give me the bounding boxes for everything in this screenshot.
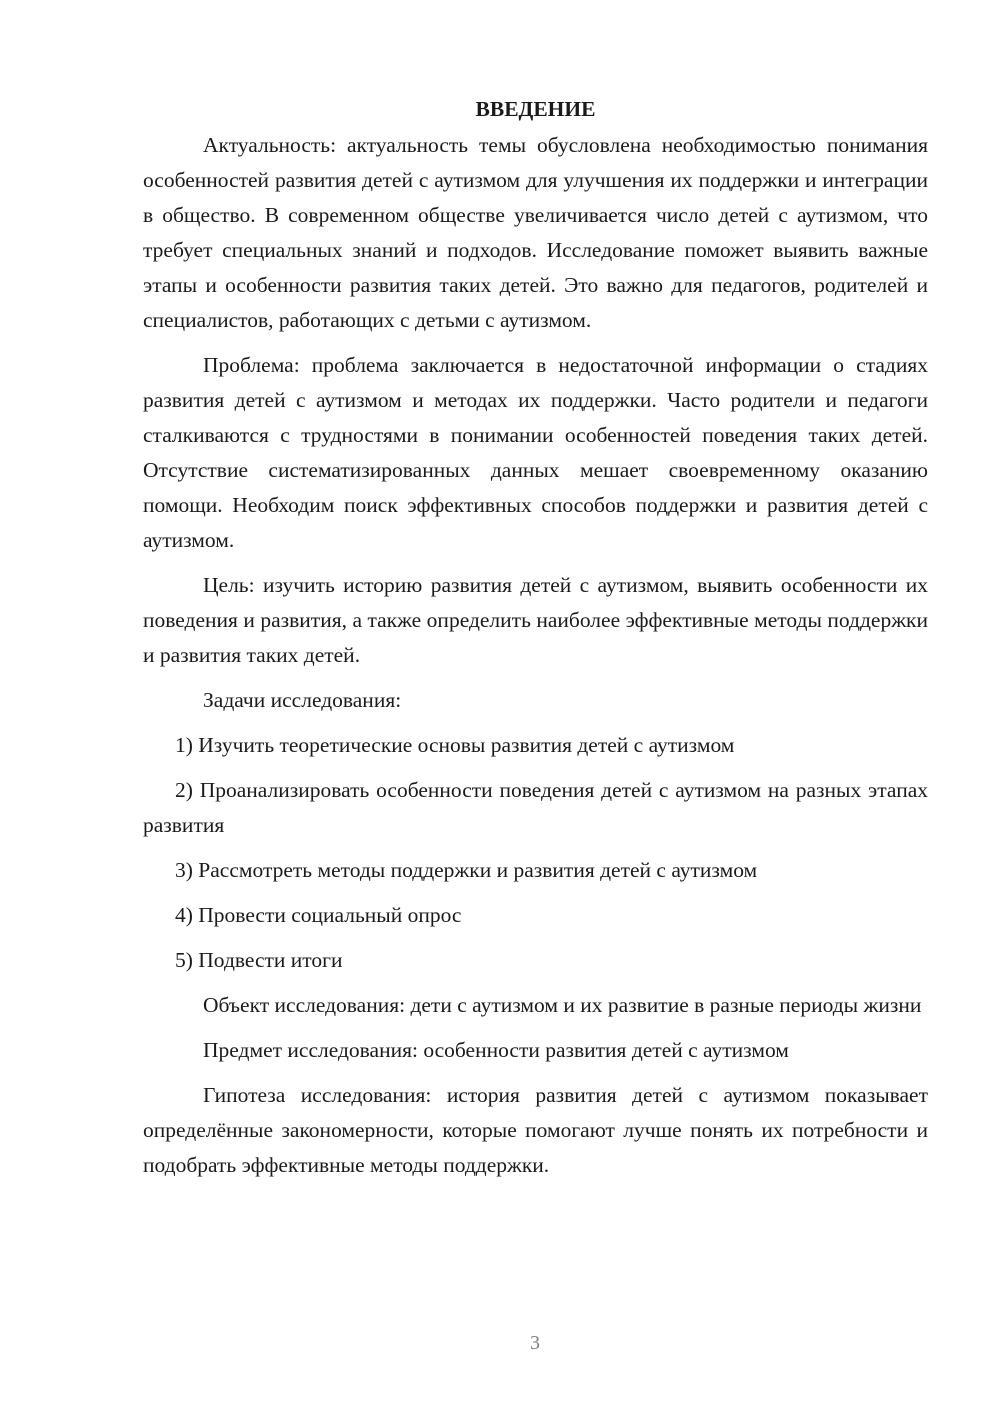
paragraph-goal: Цель: изучить историю развития детей с аутизмом, выявить особенности их поведения и развития, а также определить наиболее эффективные методы поддержки и развития таких детей. <box>143 573 928 667</box>
page-title: ВВЕДЕНИЕ <box>475 97 596 121</box>
page-body <box>143 92 928 1193</box>
paragraph-subject: Предмет исследования: особенности развития детей с аутизмом <box>203 1038 789 1062</box>
page-number: 3 <box>530 1332 540 1354</box>
paragraph-object: Объект исследования: дети с аутизмом и их развитие в разные периоды жизни <box>203 993 922 1017</box>
paragraph-relevance: Актуальность: актуальность темы обусловлена необходимостью понимания особенностей развития детей с аутизмом для улучшения их поддержки и интеграции в общество. В современном обществе увеличивается число детей с аутизмом, что требует специальных знаний и подходов. Исследование поможет выявить важные этапы и особенности развития таких детей. Это важно для педагогов, родителей и специалистов, работающих с детьми с аутизмом. <box>143 133 928 332</box>
paragraph-problem: Проблема: проблема заключается в недостаточной информации о стадиях развития детей с аутизмом и методах их поддержки. Часто родители и педагоги сталкиваются с трудностями в понимании особенностей поведения таких детей. Отсутствие систематизированных данных мешает своевременному оказанию помощи. Необходим поиск эффективных способов поддержки и развития детей с аутизмом. <box>143 353 928 552</box>
task-item-4: 4) Провести социальный опрос <box>175 903 462 927</box>
task-item-1: 1) Изучить теоретические основы развития детей с аутизмом <box>175 733 735 757</box>
task-item-3: 3) Рассмотреть методы поддержки и развития детей с аутизмом <box>175 858 758 882</box>
paragraph-tasks-heading: Задачи исследования: <box>203 688 402 712</box>
task-item-5: 5) Подвести итоги <box>175 948 343 972</box>
paragraph-hypothesis: Гипотеза исследования: история развития детей с аутизмом показывает определённые закономерности, которые помогают лучше понять их потребности и подобрать эффективные методы поддержки. <box>143 1083 928 1177</box>
task-item-2: 2) Проанализировать особенности поведения детей с аутизмом на разных этапах развития <box>143 778 928 837</box>
